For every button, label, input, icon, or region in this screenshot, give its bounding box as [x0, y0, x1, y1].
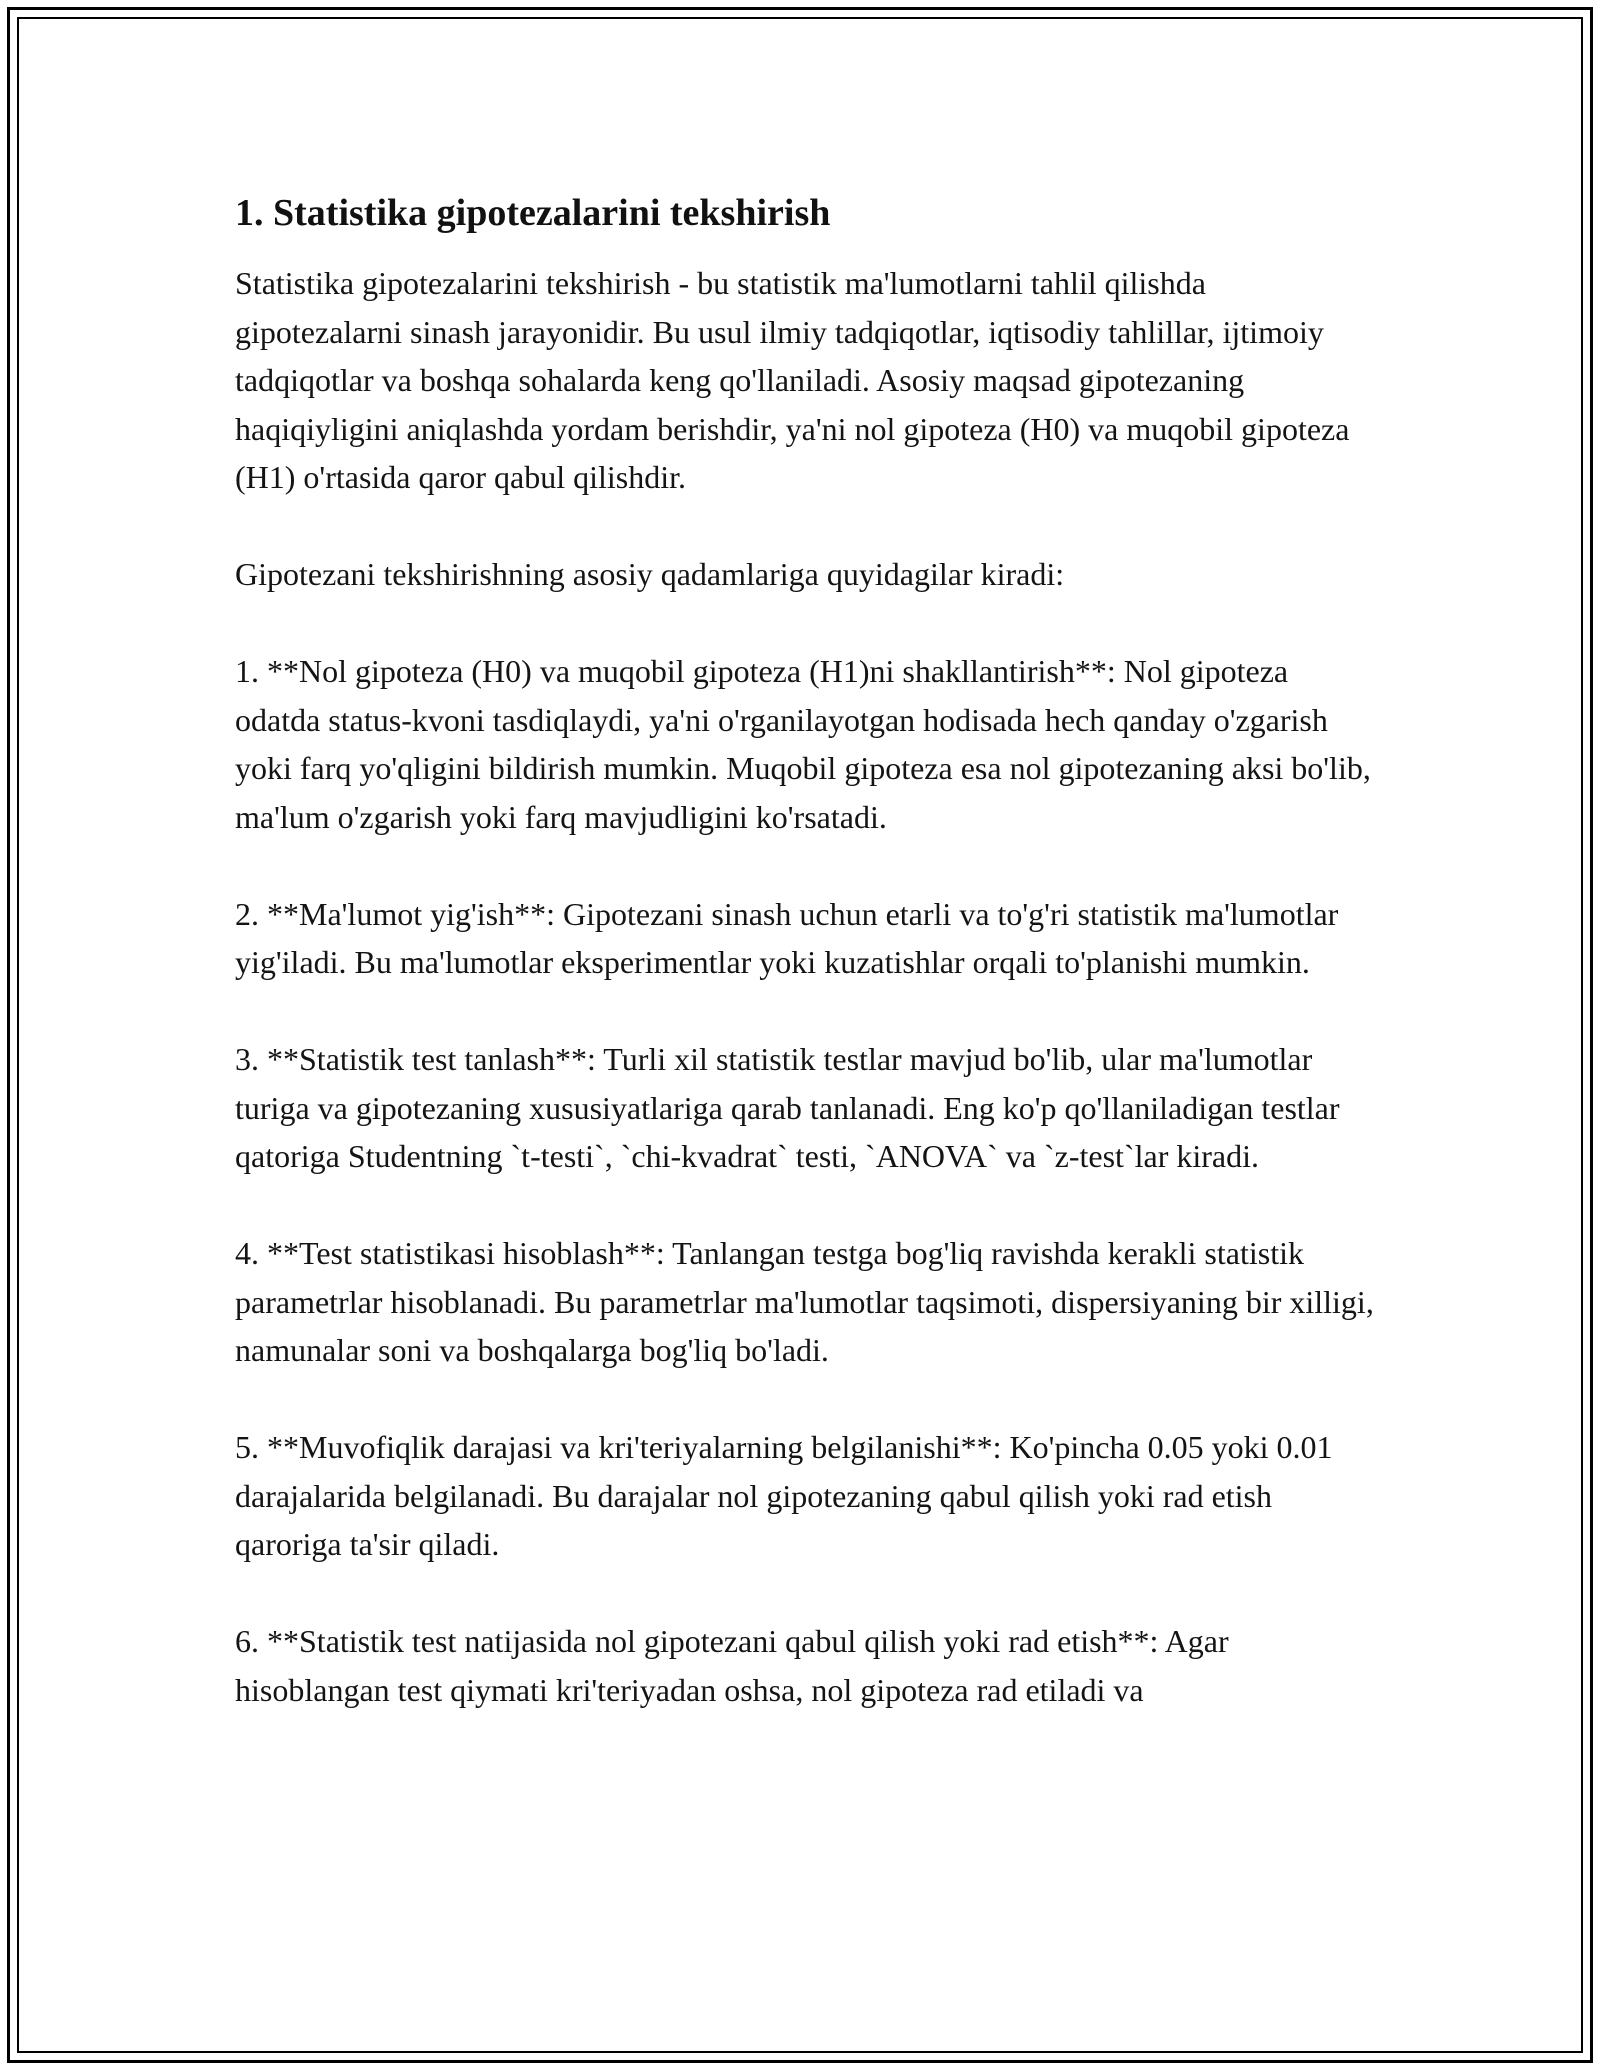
paragraph-step-4: 4. **Test statistikasi hisoblash**: Tanlangan testga bog'liq ravishda kerakli statistik parametrlar hisoblanadi. Bu parametrlar ma'lumotlar taqsimoti, dispersiyaning bir xilligi, namunalar soni va boshqalarga bog'liq bo'ladi.: [235, 1235, 1374, 1368]
paragraph-step-6: 6. **Statistik test natijasida nol gipotezani qabul qilish yoki rad etish**: Agar hisoblangan test qiymati kri'teriyadan oshsa, nol gipoteza rad etiladi va: [235, 1623, 1229, 1708]
paragraph-step-2: 2. **Ma'lumot yig'ish**: Gipotezani sinash uchun etarli va to'g'ri statistik ma'lumotlar yig'iladi. Bu ma'lumotlar eksperimentlar yoki kuzatishlar orqali to'planishi mumkin.: [235, 895, 1339, 980]
document-title: 1. Statistika gipotezalarini tekshirish: [235, 192, 831, 234]
paragraph-step-3: 3. **Statistik test tanlash**: Turli xil statistik testlar mavjud bo'lib, ular ma'lumotlar turiga va gipotezaning xususiyatlariga qarab tanlanadi. Eng ko'p qo'llaniladigan testlar qatoriga Studentning `t-testi`, `chi-kvadrat` testi, `ANOVA` va `z-test`lar kiradi.: [235, 1041, 1340, 1174]
paragraph-step-1: 1. **Nol gipoteza (H0) va muqobil gipoteza (H1)ni shakllantirish**: Nol gipoteza odatda status-kvoni tasdiqlaydi, ya'ni o'rganilayotgan hodisada hech qanday o'zgarish yoki farq yo'qligini bildirish mumkin. Muqobil gipoteza esa nol gipotezaning aksi bo'lib, ma'lum o'zgarish yoki farq mavjudligini ko'rsatadi.: [235, 653, 1371, 835]
paragraph-intro: Statistika gipotezalarini tekshirish - bu statistik ma'lumotlarni tahlil qilishda gipotezalarni sinash jarayonidir. Bu usul ilmiy tadqiqotlar, iqtisodiy tahlillar, ijtimoiy tadqiqotlar va boshqa sohalarda keng qo'llaniladi. Asosiy maqsad gipotezaning haqiqiyligini aniqlashda yordam berishdir, ya'ni nol gipoteza (H0) va muqobil gipoteza (H1) o'rtasida qaror qabul qilishdir.: [235, 265, 1350, 495]
paragraph-step-5: 5. **Muvofiqlik darajasi va kri'teriyalarning belgilanishi**: Ko'pincha 0.05 yoki 0.01 darajalarida belgilanadi. Bu darajalar nol gipotezaning qabul qilish yoki rad etish qaroriga ta'sir qiladi.: [235, 1429, 1333, 1562]
paragraph-steps-lead: Gipotezani tekshirishning asosiy qadamlariga quyidagilar kiradi:: [235, 556, 1065, 592]
document-body: [235, 185, 1375, 1714]
